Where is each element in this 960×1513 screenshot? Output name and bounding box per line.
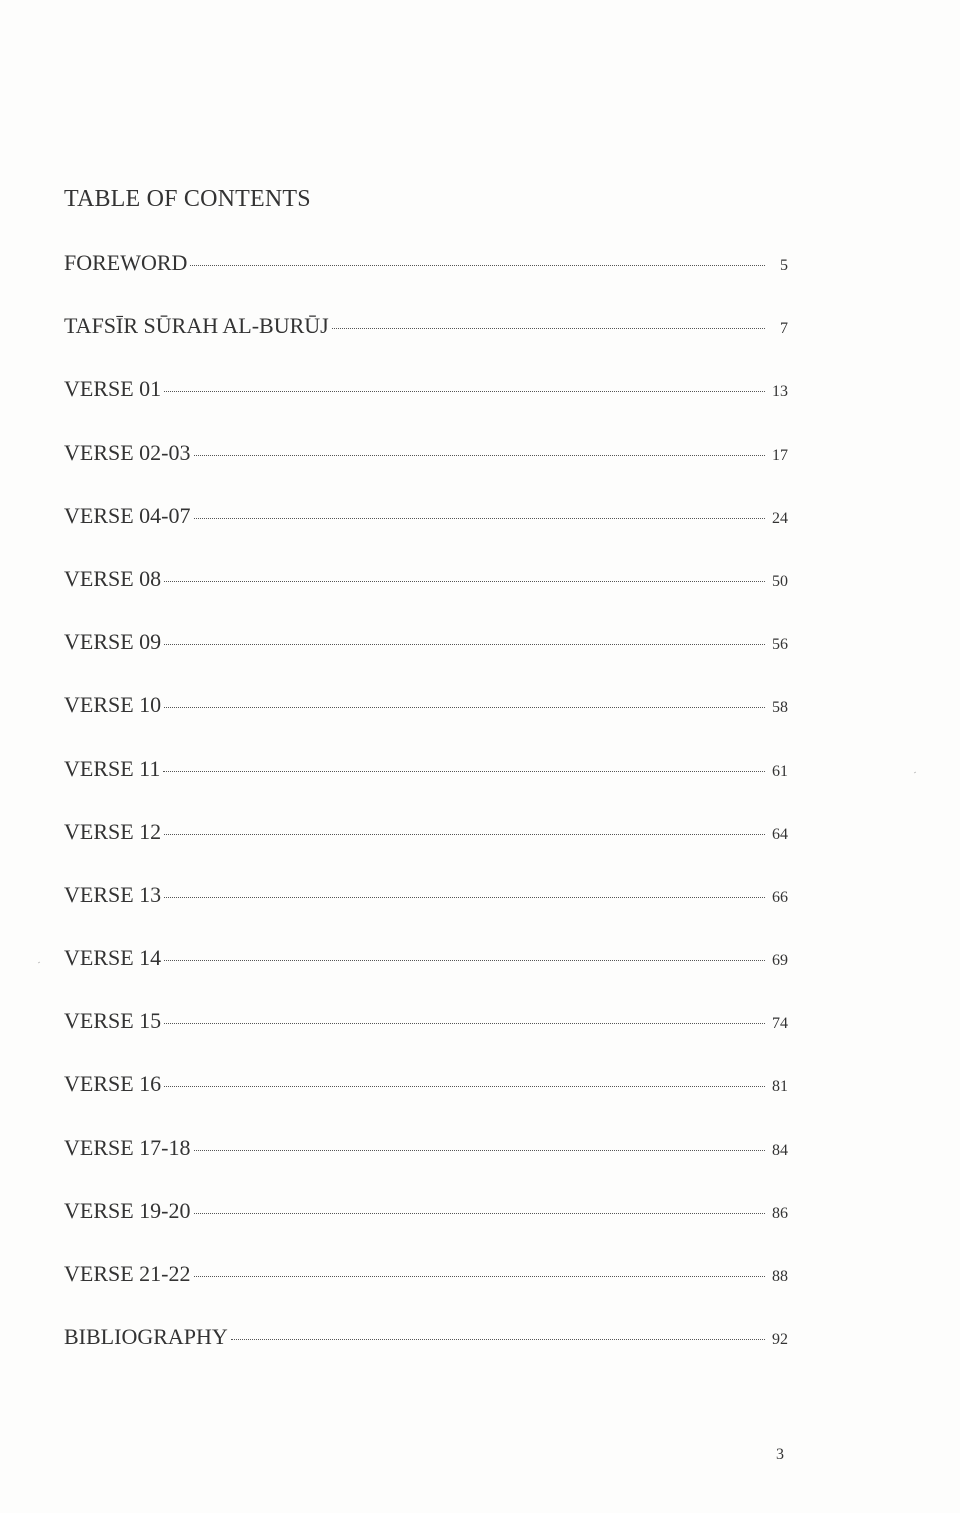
toc-entry-page: 24: [772, 509, 788, 527]
dot-leader: [194, 455, 766, 456]
toc-entry-page: 7: [780, 320, 788, 338]
dot-leader: [164, 644, 765, 645]
toc-entry-page: 17: [772, 446, 788, 464]
toc-entry: [64, 1324, 788, 1387]
scan-speck: [38, 962, 40, 964]
toc-entry-page: 92: [772, 1331, 788, 1349]
toc-entry-page: 5: [780, 257, 788, 274]
toc-entry: [64, 566, 788, 629]
dot-leader: [194, 1276, 766, 1277]
toc-entry-label: VERSE 01: [64, 376, 162, 402]
dot-leader: [164, 391, 765, 392]
toc-entry-label: VERSE 19-20: [64, 1197, 191, 1223]
dot-leader: [163, 771, 765, 772]
toc-entry-page: 13: [772, 383, 788, 401]
toc-entry-label: TAFSĪR SŪRAH AL-BURŪJ: [64, 313, 329, 339]
toc-entry: [64, 250, 788, 313]
toc-list: [64, 250, 788, 1387]
page-title: TABLE OF CONTENTS: [64, 186, 311, 212]
dot-leader: [164, 581, 765, 582]
dot-leader: [164, 1023, 765, 1024]
dot-leader: [164, 707, 765, 708]
toc-entry-label: FOREWORD: [64, 250, 188, 275]
toc-entry-label: VERSE 16: [64, 1071, 162, 1097]
toc-entry: [64, 629, 788, 692]
toc-entry-label: VERSE 02-03: [64, 439, 191, 465]
toc-entry: [64, 1198, 788, 1261]
dot-leader: [190, 265, 765, 266]
toc-entry-label: VERSE 14: [64, 945, 162, 971]
toc-entry: [64, 1135, 788, 1198]
dot-leader: [194, 518, 766, 519]
toc-entry: [64, 313, 788, 376]
toc-entry-label: BIBLIOGRAPHY: [64, 1324, 228, 1350]
toc-entry-page: 74: [772, 1015, 788, 1033]
toc-entry: [64, 376, 788, 439]
dot-leader: [164, 1086, 765, 1087]
toc-entry-label: VERSE 12: [64, 818, 162, 844]
toc-entry: [64, 945, 788, 1008]
toc-entry: [64, 1071, 788, 1134]
toc-entry-label: VERSE 09: [64, 629, 162, 655]
toc-entry: [64, 882, 788, 945]
dot-leader: [164, 960, 765, 961]
dot-leader: [231, 1339, 765, 1340]
toc-entry-page: 61: [772, 762, 788, 780]
toc-entry-label: VERSE 04-07: [64, 502, 191, 528]
toc-entry-label: VERSE 15: [64, 1008, 162, 1034]
page-number: 3: [776, 1446, 784, 1463]
dot-leader: [194, 1213, 766, 1214]
toc-entry-page: 56: [772, 636, 788, 654]
toc-entry: [64, 756, 788, 819]
toc-entry: [64, 1008, 788, 1071]
toc-entry: [64, 503, 788, 566]
toc-entry: [64, 692, 788, 755]
dot-leader: [164, 897, 765, 898]
toc-entry-page: 69: [772, 952, 788, 970]
toc-entry-page: 58: [772, 699, 788, 717]
toc-entry-label: VERSE 11: [64, 755, 161, 781]
toc-entry-label: VERSE 10: [64, 692, 162, 718]
toc-entry-page: 81: [772, 1078, 788, 1096]
toc-entry-page: 50: [772, 572, 788, 590]
toc-entry-page: 86: [772, 1204, 788, 1222]
toc-entry: [64, 440, 788, 503]
toc-entry: [64, 819, 788, 882]
toc-entry-page: 84: [772, 1141, 788, 1159]
toc-entry-page: 88: [772, 1268, 788, 1285]
toc-entry: [64, 1261, 788, 1324]
dot-leader: [332, 328, 765, 329]
toc-entry-page: 64: [772, 825, 788, 843]
toc-entry-label: VERSE 13: [64, 881, 162, 907]
toc-entry-label: VERSE 21-22: [64, 1261, 191, 1286]
toc-entry-label: VERSE 08: [64, 565, 162, 591]
toc-entry-page: 66: [772, 888, 788, 906]
scan-speck: [914, 772, 916, 774]
dot-leader: [194, 1150, 766, 1151]
dot-leader: [164, 834, 765, 835]
toc-entry-label: VERSE 17-18: [64, 1134, 191, 1160]
